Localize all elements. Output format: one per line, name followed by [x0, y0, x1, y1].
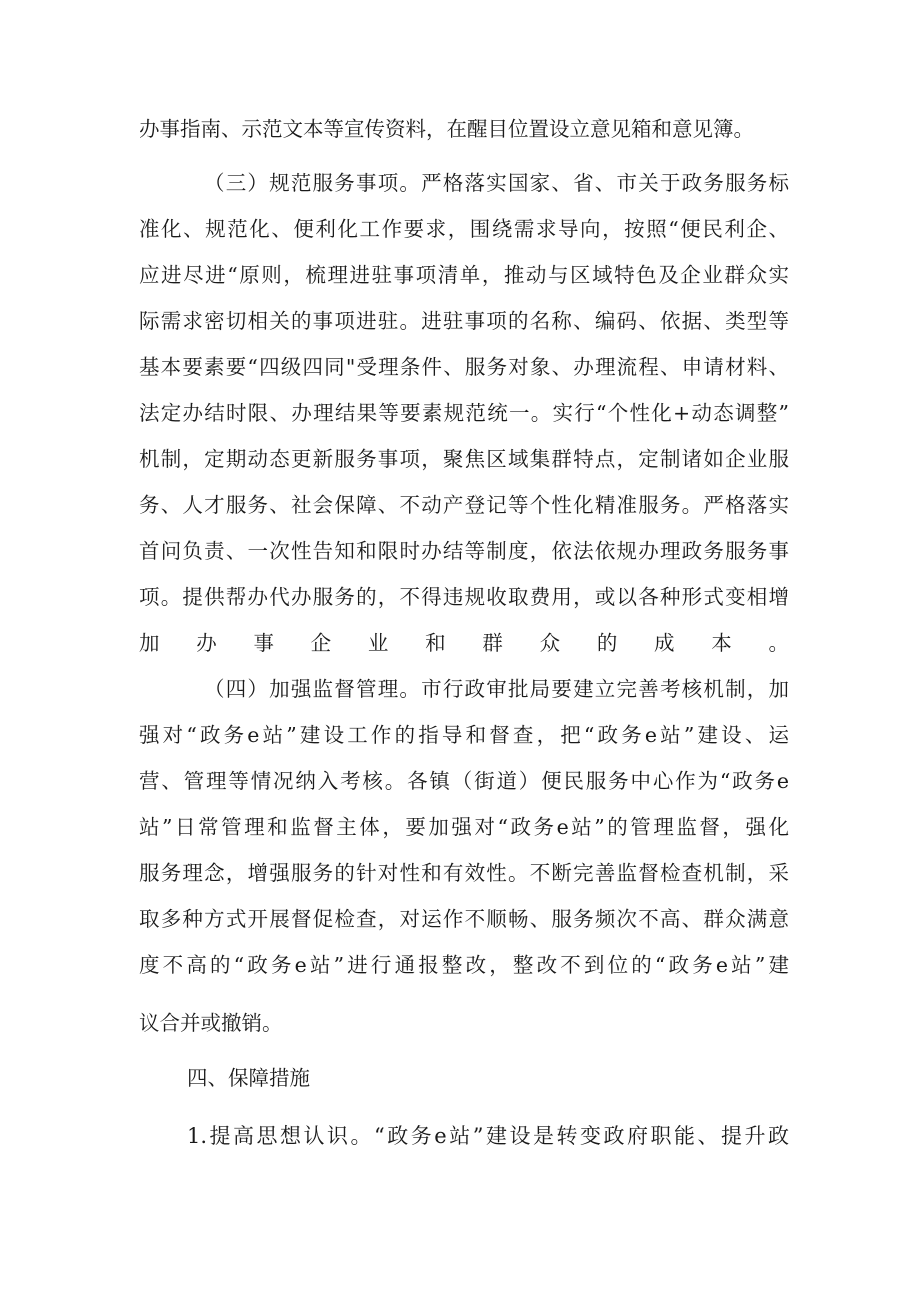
- section-4-line-7: 度不高的“政务e站”进行通报整改，整改不到位的“政务e站”建: [139, 953, 789, 977]
- section-3-line-3: 应进尽进“原则，梳理进驻事项清单，推动与区域特色及企业群众实: [139, 263, 789, 287]
- section-4-line-8: 议合并或撤销。: [139, 1011, 283, 1035]
- section-4-line-4: 站”日常管理和监督主体，要加强对“政务e站”的管理监督，强化: [139, 815, 789, 839]
- section-3-line-6: 法定办结时限、办理结果等要素规范统一。实行“个性化+动态调整”: [139, 401, 789, 425]
- section-3-line-7: 机制，定期动态更新服务事项，聚焦区域集群特点，定制诸如企业服: [139, 447, 789, 471]
- paragraph-continuation-line-1: 办事指南、示范文本等宣传资料，在醒目位置设立意见箱和意见簿。: [139, 117, 754, 141]
- item-1-line-1: 1.提高思想认识。“政务e站”建设是转变政府职能、提升政: [187, 1124, 789, 1148]
- section-3-line-8: 务、人才服务、社会保障、不动产登记等个性化精准服务。严格落实: [139, 493, 789, 517]
- section-3-line-2: 准化、规范化、便利化工作要求，围绕需求导向，按照“便民利企、: [139, 217, 789, 241]
- section-3-line-4: 际需求密切相关的事项进驻。进驻事项的名称、编码、依据、类型等: [139, 309, 789, 333]
- section-4-line-5: 服务理念，增强服务的针对性和有效性。不断完善监督检查机制，采: [139, 861, 789, 885]
- section-3-line-5: 基本要素要“四级四同"受理条件、服务对象、办理流程、申请材料、: [139, 355, 789, 379]
- section-3-line-11: 加办事企业和群众的成本。: [139, 631, 789, 655]
- section-3-line-1: （三）规范服务事项。严格落实国家、省、市关于政务服务标: [204, 171, 789, 195]
- heading-safeguard-measures: 四、保障措施: [187, 1066, 310, 1090]
- section-3-line-10: 项。提供帮办代办服务的，不得违规收取费用，或以各种形式变相增: [139, 585, 789, 609]
- section-4-line-1: （四）加强监督管理。市行政审批局要建立完善考核机制，加: [204, 677, 789, 701]
- section-4-line-3: 营、管理等情况纳入考核。各镇（街道）便民服务中心作为“政务e: [139, 769, 789, 793]
- section-4-line-2: 强对“政务e站”建设工作的指导和督查，把“政务e站”建设、运: [139, 723, 789, 747]
- section-3-line-9: 首问负责、一次性告知和限时办结等制度，依法依规办理政务服务事: [139, 539, 789, 563]
- section-4-line-6: 取多种方式开展督促检查，对运作不顺畅、服务频次不高、群众满意: [139, 907, 789, 931]
